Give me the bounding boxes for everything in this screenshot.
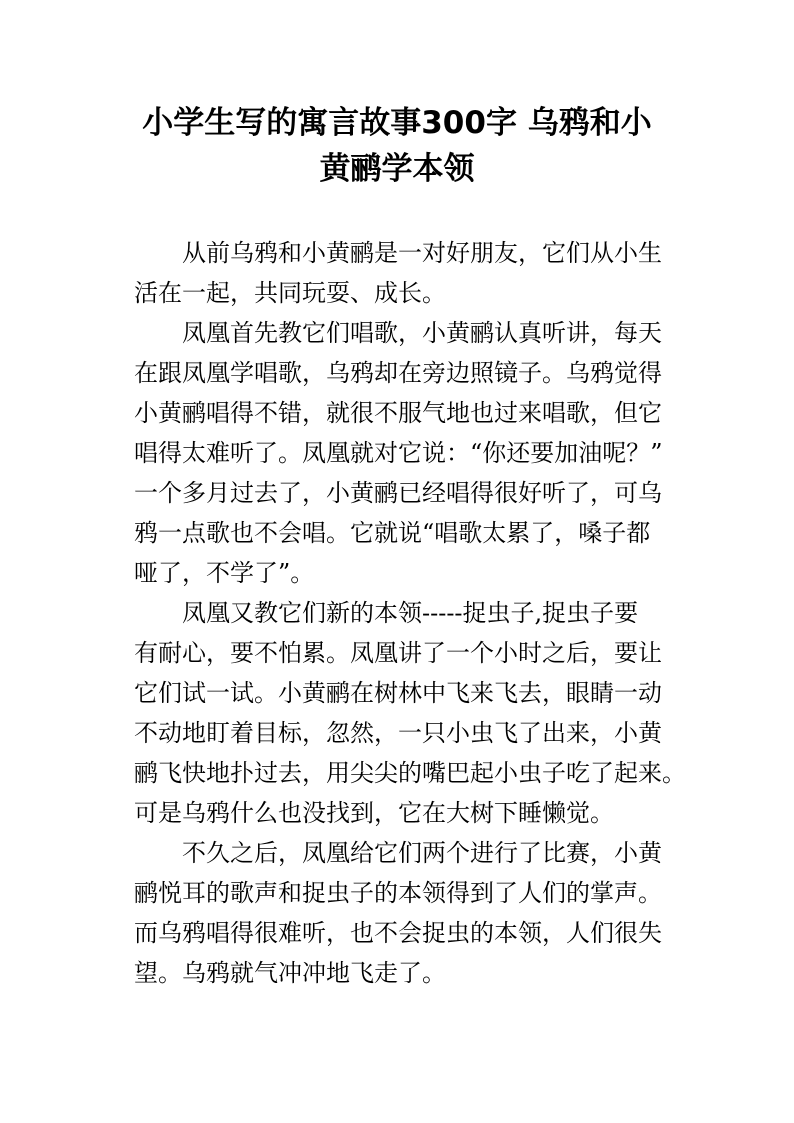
text-line: 望。乌鸦就气冲冲地飞走了。	[134, 959, 446, 987]
paragraph-4	[134, 833, 674, 993]
text-line: 在跟凤凰学唱歌，乌鸦却在旁边照镜子。乌鸦觉得	[134, 359, 662, 387]
paragraph-1	[134, 233, 674, 313]
text-line: 唱得太难听了。凤凰就对它说：“你还要加油呢？”	[134, 439, 663, 467]
text-line: 活在一起，共同玩耍、成长。	[134, 279, 446, 307]
document-title	[110, 100, 684, 192]
text-line: 可是乌鸦什么也没找到，它在大树下睡懒觉。	[134, 799, 614, 827]
text-line: 鹂悦耳的歌声和捉虫子的本领得到了人们的掌声。	[134, 879, 662, 907]
text-line: 哑了，不学了”。	[134, 559, 315, 587]
text-line: 鸦一点歌也不会唱。它就说“唱歌太累了，嗓子都	[134, 519, 651, 547]
paragraph-2	[134, 313, 674, 593]
text-line: 它们试一试。小黄鹂在树林中飞来飞去，眼睛一动	[134, 679, 662, 707]
text-line: 小黄鹂唱得不错，就很不服气地也过来唱歌，但它	[134, 399, 662, 427]
text-line: 有耐心，要不怕累。凤凰讲了一个小时之后，要让	[134, 639, 662, 667]
document-body	[134, 233, 686, 993]
title-line: 黄鹂学本领	[319, 151, 475, 187]
text-line: 从前乌鸦和小黄鹂是一对好朋友，它们从小生	[182, 239, 662, 267]
text-line: 不久之后，凤凰给它们两个进行了比赛，小黄	[182, 839, 662, 867]
text-line: 不动地盯着目标，忽然，一只小虫飞了出来，小黄	[134, 719, 662, 747]
text-line: 凤凰首先教它们唱歌，小黄鹂认真听讲，每天	[182, 319, 662, 347]
title-line: 小学生写的寓言故事300字 乌鸦和小	[142, 105, 652, 141]
text-line: 凤凰又教它们新的本领-----捉虫子,捉虫子要	[182, 599, 639, 627]
paragraph-3	[134, 593, 686, 833]
text-line: 而乌鸦唱得很难听，也不会捉虫的本领，人们很失	[134, 919, 662, 947]
text-line: 一个多月过去了，小黄鹂已经唱得很好听了，可乌	[134, 479, 662, 507]
text-line: 鹂飞快地扑过去，用尖尖的嘴巴起小虫子吃了起来。	[134, 759, 686, 787]
